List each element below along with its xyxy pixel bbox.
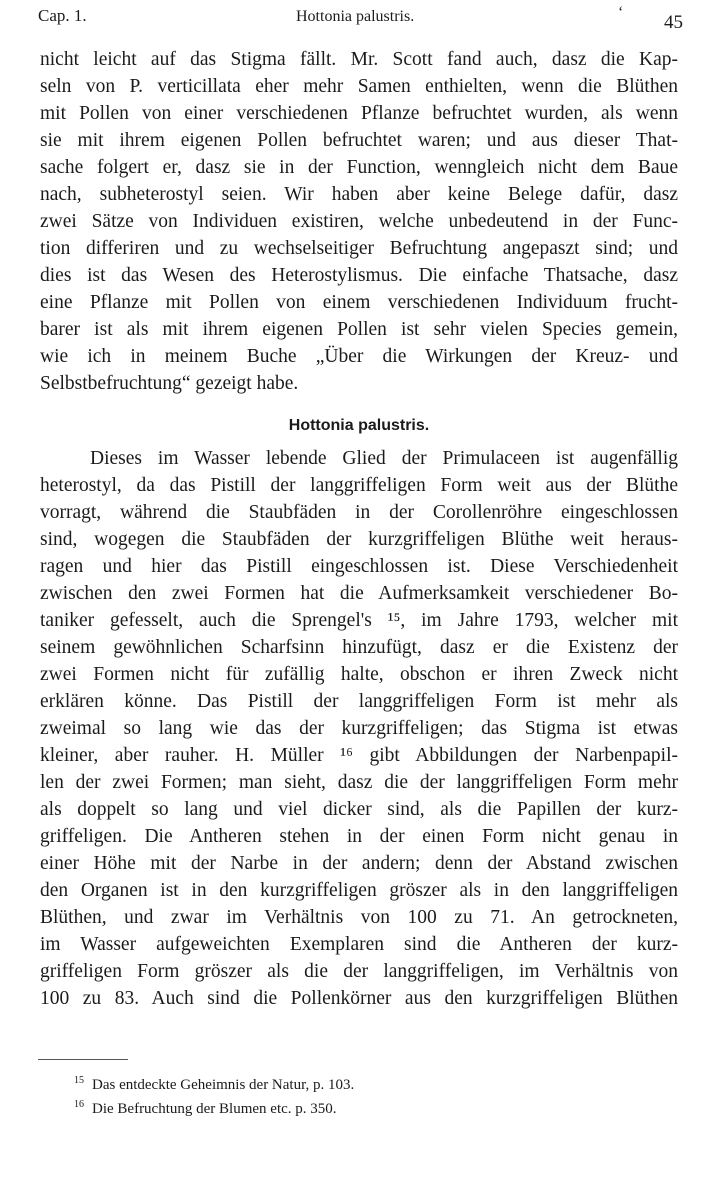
text-line: nicht leicht auf das Stigma fällt. Mr. Scott fand auch, dasz die Kap-: [40, 49, 678, 70]
text-line: Selbstbefruchtung“ gezeigt habe.: [40, 373, 299, 394]
chapter-label: Cap. 1.: [38, 6, 87, 25]
section-heading: Hottonia palustris.: [288, 417, 430, 434]
text-line: sie mit ihrem eigenen Pollen befruchtet waren; und aus dieser That-: [40, 130, 678, 151]
text-line: wie ich in meinem Buche „Über die Wirkungen der Kreuz- und: [40, 346, 678, 367]
footnotes: [74, 1069, 674, 1117]
text-line: eine Pflanze mit Pollen von einem verschiedenen Individuum frucht-: [40, 292, 678, 313]
paragraph-2: [40, 445, 678, 1012]
footnote-number: 16: [74, 1099, 84, 1110]
text-line: Blüthen, und zwar im Verhältnis von 100 zu 71. An getrockneten,: [40, 907, 678, 928]
text-line: barer ist als mit ihrem eigenen Pollen ist sehr vielen Species gemein,: [40, 319, 678, 340]
text-line: im Wasser aufgeweichten Exemplaren sind die Antheren der kurz-: [40, 934, 678, 955]
text-line: erklären könne. Das Pistill der langgriffeligen Form ist mehr als: [40, 691, 678, 712]
text-line: zwei Sätze von Individuen existiren, welche unbedeutend in der Func-: [40, 211, 678, 232]
running-title: Hottonia palustris.: [296, 8, 415, 25]
text-line: dies ist das Wesen des Heterostylismus. Die einfache Thatsache, dasz: [40, 265, 678, 286]
footnote-text: Die Befruchtung der Blumen etc. p. 350.: [92, 1101, 337, 1117]
footnote-number: 15: [74, 1075, 84, 1086]
text-line: als doppelt so lang und viel dicker sind, als die Papillen der kurz-: [40, 799, 678, 820]
text-line: Dieses im Wasser lebende Glied der Primulaceen ist augenfällig: [90, 448, 678, 469]
footnote: [74, 1093, 674, 1117]
text-line: zwei Formen nicht für zufällig halte, obschon er ihren Zweck nicht: [40, 664, 678, 685]
text-line: seln von P. verticillata eher mehr Samen enthielten, wenn die Blüthen: [40, 76, 678, 97]
footnote-rule: [38, 1059, 128, 1060]
text-line: zwischen den zwei Formen hat die Aufmerksamkeit verschiedener Bo-: [40, 583, 678, 604]
text-line: griffeligen Form gröszer als die der langgriffeligen, im Verhältnis von: [40, 961, 678, 982]
stray-mark: ʻ: [618, 4, 624, 21]
running-head: [38, 4, 683, 32]
text-line: den Organen ist in den kurzgriffeligen gröszer als in den langgriffeligen: [40, 880, 678, 901]
text-line: taniker gefesselt, auch die Sprengel's ¹⁵, im Jahre 1793, welcher mit: [40, 610, 678, 631]
text-line: einer Höhe mit der Narbe in der andern; denn der Abstand zwischen: [40, 853, 678, 874]
text-line: tion differiren und zu wechselseitiger Befruchtung angepaszt sind; und: [40, 238, 678, 259]
text-line: nach, subheterostyl seien. Wir haben aber keine Belege dafür, dasz: [40, 184, 678, 205]
footnote-text: Das entdeckte Geheimnis der Natur, p. 103.: [92, 1077, 355, 1093]
text-line: zweimal so lang wie das der kurzgriffeligen; das Stigma ist etwas: [40, 718, 678, 739]
page-number: 45: [664, 12, 683, 33]
text-line: sind, wogegen die Staubfäden der kurzgriffeligen Blüthe weit heraus-: [40, 529, 678, 550]
footnote: [74, 1069, 674, 1093]
text-line: 100 zu 83. Auch sind die Pollenkörner aus den kurzgriffeligen Blüthen: [40, 988, 678, 1009]
text-line: mit Pollen von einer verschiedenen Pflanze befruchtet wurden, als wenn: [40, 103, 678, 124]
text-line: vorragt, während die Staubfäden in der Corollenröhre eingeschlossen: [40, 502, 678, 523]
text-line: heterostyl, da das Pistill der langgriffeligen Form weit aus der Blüthe: [40, 475, 678, 496]
text-line: sache folgert er, dasz sie in der Function, wenngleich nicht dem Baue: [40, 157, 678, 178]
text-line: kleiner, aber rauher. H. Müller ¹⁶ gibt Abbildungen der Narbenpapil-: [40, 745, 678, 766]
text-line: griffeligen. Die Antheren stehen in der einen Form nicht genau in: [40, 826, 678, 847]
paragraph-1: [40, 46, 678, 397]
text-line: ragen und hier das Pistill eingeschlossen ist. Diese Verschiedenheit: [40, 556, 678, 577]
body-text: [40, 46, 678, 1012]
text-line: len der zwei Formen; man sieht, dasz die der langgriffeligen Form mehr: [40, 772, 678, 793]
text-line: seinem gewöhnlichen Scharfsinn hinzufügt, dasz er die Existenz der: [40, 637, 678, 658]
